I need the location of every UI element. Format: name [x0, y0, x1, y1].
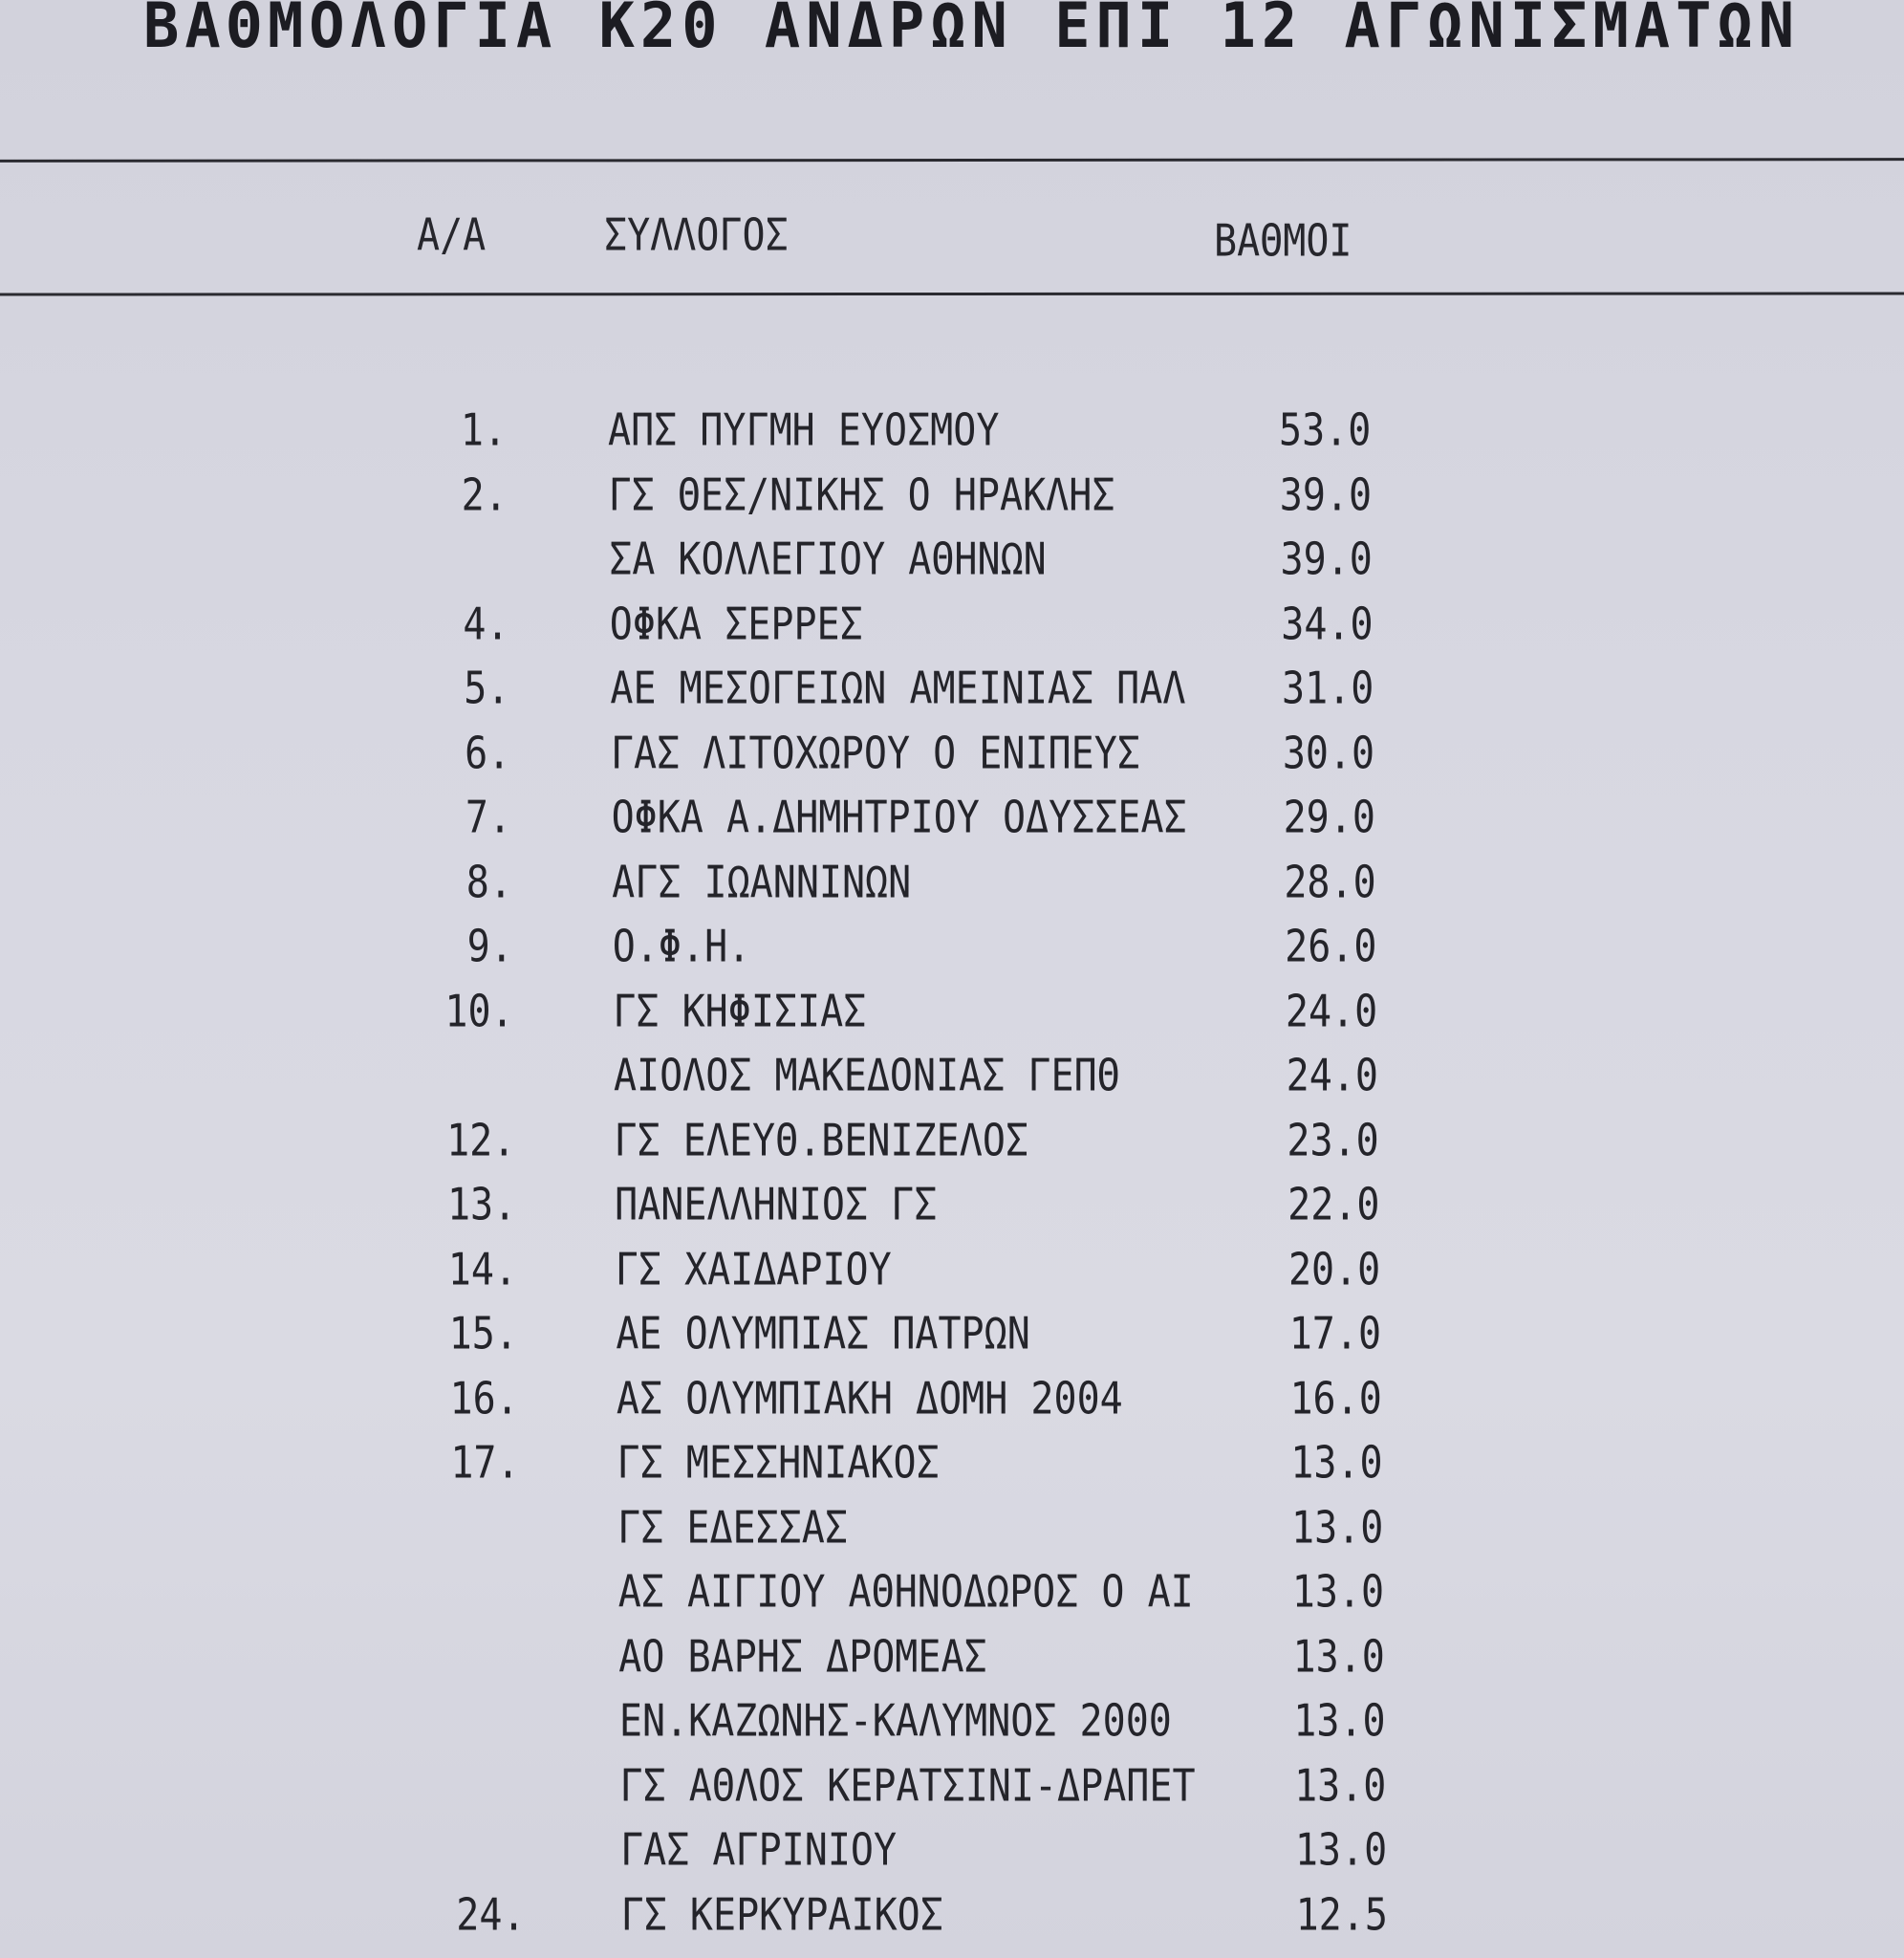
- table-row: [0, 858, 1904, 915]
- row-club: ΓΣ ΕΛΕΥΘ.ΒΕΝΙΖΕΛΟΣ: [614, 1115, 1029, 1166]
- row-club: ΑΙΟΛΟΣ ΜΑΚΕΔΟΝΙΑΣ ΓΕΠΘ: [613, 1051, 1120, 1101]
- table-row: [0, 1890, 1904, 1947]
- table-row: [0, 1761, 1904, 1818]
- row-points: 39.0: [1279, 469, 1373, 521]
- row-club: ΓΣ ΚΕΡΚΥΡΑΙΚΟΣ: [620, 1889, 943, 1941]
- row-club: ΓΣ ΧΑΙΔΑΡΙΟΥ: [615, 1244, 892, 1295]
- table-row: [0, 922, 1904, 979]
- row-club: ΠΑΝΕΛΛΗΝΙΟΣ ΓΣ: [615, 1180, 938, 1230]
- table-row: [0, 599, 1904, 657]
- document-title: ΒΑΘΜΟΛΟΓΙΑ Κ20 ΑΝΔΡΩΝ ΕΠΙ 12 ΑΓΩΝΙΣΜΑΤΩΝ: [143, 0, 1801, 62]
- table-row: [0, 1567, 1904, 1624]
- row-club: ΑΕ ΜΕΣΟΓΕΙΩΝ ΑΜΕΙΝΙΑΣ ΠΑΛ: [610, 664, 1186, 714]
- row-club: ΟΦΚΑ Α.ΔΗΜΗΤΡΙΟΥ ΟΔΥΣΣΕΑΣ: [611, 793, 1187, 843]
- column-header-rank: Α/Α: [417, 210, 487, 261]
- row-points: 13.0: [1292, 1631, 1385, 1683]
- table-row: [0, 987, 1904, 1044]
- row-points: 24.0: [1286, 1051, 1378, 1101]
- row-rank: 14.: [447, 1244, 518, 1295]
- row-club: ΑΓΣ ΙΩΑΝΝΙΝΩΝ: [612, 857, 912, 908]
- row-points: 24.0: [1285, 986, 1378, 1037]
- row-points: 13.0: [1293, 1696, 1386, 1747]
- row-rank: 15.: [448, 1309, 518, 1360]
- row-points: 53.0: [1279, 405, 1372, 456]
- table-row: [0, 1374, 1904, 1431]
- row-points: 13.0: [1294, 1825, 1388, 1876]
- row-club: ΓΑΣ ΑΓΡΙΝΙΟΥ: [620, 1825, 898, 1876]
- row-points: 20.0: [1287, 1244, 1381, 1295]
- row-points: 13.0: [1291, 1502, 1384, 1554]
- table-row: [0, 1309, 1904, 1366]
- row-club: ΟΦΚΑ ΣΕΡΡΕΣ: [609, 598, 863, 650]
- column-header-club: ΣΥΛΛΟΓΟΣ: [604, 210, 789, 261]
- table-row: [0, 1632, 1904, 1689]
- row-points: 13.0: [1291, 1567, 1385, 1618]
- table-row: [0, 405, 1904, 463]
- column-header-points: ΒΑΘΜΟΙ: [1214, 216, 1352, 267]
- row-points: 26.0: [1285, 922, 1377, 972]
- row-club: ΓΣ ΚΗΦΙΣΙΑΣ: [613, 986, 867, 1037]
- header-bottom-rule: [0, 292, 1904, 295]
- row-club: ΕΝ.ΚΑΖΩΝΗΣ-ΚΑΛΥΜΝΟΣ 2000: [618, 1696, 1172, 1747]
- row-points: 12.5: [1295, 1889, 1388, 1941]
- row-rank: 13.: [446, 1180, 517, 1230]
- row-points: 34.0: [1281, 598, 1374, 650]
- table-row: [0, 1116, 1904, 1173]
- table-row: [0, 1825, 1904, 1882]
- row-club: ΑΕ ΟΛΥΜΠΙΑΣ ΠΑΤΡΩΝ: [616, 1309, 1030, 1360]
- row-rank: 17.: [450, 1438, 520, 1489]
- row-points: 28.0: [1284, 857, 1376, 908]
- row-rank: 1.: [460, 405, 507, 456]
- row-rank: 9.: [466, 922, 513, 972]
- table-row: [0, 1051, 1904, 1108]
- row-club: ΓΣ ΜΕΣΣΗΝΙΑΚΟΣ: [617, 1438, 940, 1489]
- row-points: 13.0: [1294, 1760, 1387, 1812]
- row-points: 17.0: [1288, 1309, 1382, 1360]
- table-row: [0, 534, 1904, 592]
- row-points: 39.0: [1280, 534, 1373, 585]
- row-points: 16.0: [1289, 1373, 1382, 1425]
- row-rank: 7.: [465, 793, 512, 843]
- row-club: Ο.Φ.Η.: [612, 922, 751, 972]
- row-rank: 2.: [461, 469, 508, 521]
- row-points: 23.0: [1287, 1115, 1379, 1166]
- table-row: [0, 1245, 1904, 1302]
- table-row: [0, 1696, 1904, 1753]
- row-club: ΓΑΣ ΛΙΤΟΧΩΡΟΥ Ο ΕΝΙΠΕΥΣ: [610, 728, 1140, 779]
- row-club: ΓΣ ΘΕΣ/ΝΙΚΗΣ Ο ΗΡΑΚΛΗΣ: [608, 469, 1115, 521]
- row-club: ΑΣ ΑΙΓΙΟΥ ΑΘΗΝΟΔΩΡΟΣ Ο ΑΙ: [617, 1567, 1194, 1618]
- row-club: ΑΣ ΟΛΥΜΠΙΑΚΗ ΔΟΜΗ 2004: [616, 1373, 1123, 1425]
- row-rank: 24.: [456, 1889, 526, 1941]
- row-rank: 8.: [465, 857, 512, 908]
- row-rank: 4.: [463, 598, 509, 650]
- row-rank: 12.: [446, 1115, 516, 1166]
- row-points: 13.0: [1290, 1438, 1383, 1489]
- table-row: [0, 1180, 1904, 1237]
- table-row: [0, 729, 1904, 786]
- row-club: ΑΠΣ ΠΥΓΜΗ ΕΥΟΣΜΟΥ: [608, 405, 1000, 456]
- table-row: [0, 1503, 1904, 1560]
- table-row: [0, 1438, 1904, 1495]
- table-row: [0, 664, 1904, 721]
- row-club: ΣΑ ΚΟΛΛΕΓΙΟΥ ΑΘΗΝΩΝ: [609, 534, 1047, 585]
- row-club: ΓΣ ΑΘΛΟΣ ΚΕΡΑΤΣΙΝΙ-ΔΡΑΠΕΤ: [619, 1760, 1196, 1812]
- row-club: ΓΣ ΕΔΕΣΣΑΣ: [617, 1502, 848, 1554]
- table-row: [0, 793, 1904, 850]
- row-rank: 5.: [464, 664, 510, 714]
- row-points: 30.0: [1282, 728, 1375, 779]
- row-rank: 6.: [465, 728, 511, 779]
- row-points: 31.0: [1282, 664, 1374, 714]
- row-rank: 10.: [444, 986, 514, 1037]
- row-club: ΑΟ ΒΑΡΗΣ ΔΡΟΜΕΑΣ: [618, 1631, 987, 1683]
- row-rank: 16.: [449, 1373, 519, 1425]
- header-top-rule: [0, 158, 1904, 163]
- row-points: 29.0: [1283, 793, 1375, 843]
- row-points: 22.0: [1287, 1180, 1380, 1230]
- table-row: [0, 470, 1904, 528]
